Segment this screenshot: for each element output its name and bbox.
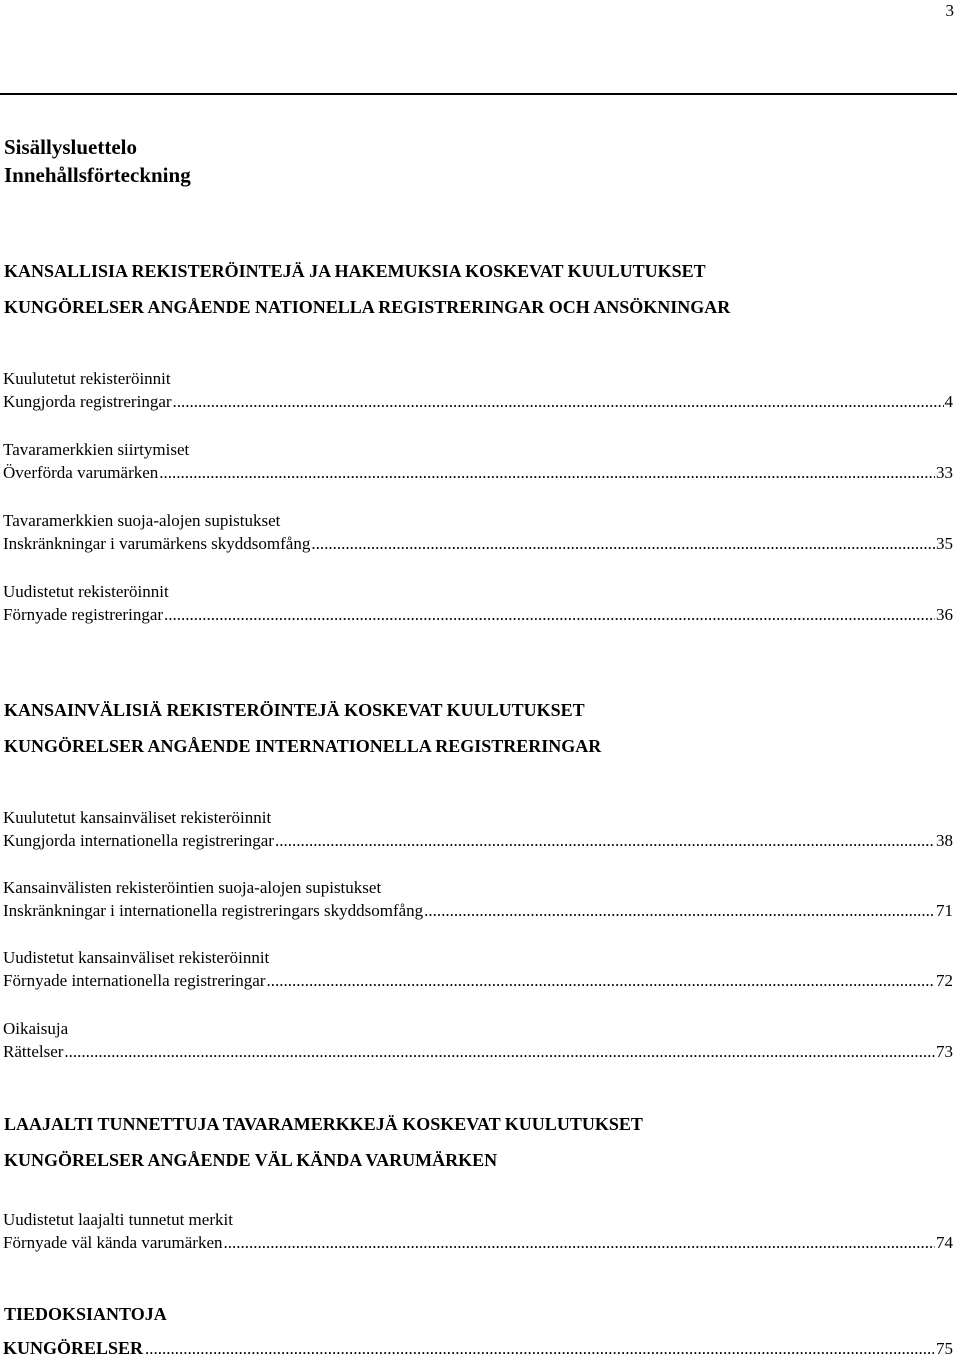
section-heading-fi: TIEDOKSIANTOJA	[4, 1304, 167, 1324]
dot-leader	[64, 1040, 935, 1063]
dot-leader	[145, 1337, 934, 1361]
toc-entry[interactable]	[3, 367, 953, 413]
toc-entry-sv-line	[3, 1231, 953, 1254]
toc-entry-notices[interactable]	[3, 1336, 953, 1361]
toc-entry-fi: Tavaramerkkien siirtymiset	[3, 440, 190, 459]
toc-entry-sv-line	[3, 532, 953, 555]
toc-entry-page: 36	[936, 605, 953, 624]
toc-entry-sv: Förnyade väl kända varumärken	[3, 1233, 223, 1252]
toc-entry-fi: Kuulutetut rekisteröinnit	[3, 369, 171, 388]
toc-entry-sv: Rättelser	[3, 1042, 64, 1061]
toc-entry-sv: Förnyade internationella registreringar	[3, 971, 266, 990]
toc-entry-fi: Kansainvälisten rekisteröintien suoja-alojen supistukset	[3, 878, 382, 897]
dot-leader	[173, 390, 944, 413]
toc-entry[interactable]	[3, 1017, 953, 1063]
section-heading-notices	[4, 1296, 167, 1332]
toc-entry[interactable]	[3, 438, 953, 484]
section-heading-sv: KUNGÖRELSER ANGÅENDE NATIONELLA REGISTRERINGAR OCH ANSÖKNINGAR	[4, 297, 731, 317]
toc-entry-sv: KUNGÖRELSER	[3, 1338, 144, 1358]
section-heading-well-known	[4, 1106, 643, 1178]
section-heading-fi: LAAJALTI TUNNETTUJA TAVARAMERKKEJÄ KOSKEVAT KUULUTUKSET	[4, 1114, 643, 1134]
header-rule	[0, 93, 957, 95]
dot-leader	[159, 461, 935, 484]
toc-entry-page: 75	[936, 1339, 953, 1358]
toc-entry-fi: Oikaisuja	[3, 1019, 69, 1038]
toc-entry[interactable]	[3, 876, 953, 922]
toc-entry-sv: Kungjorda internationella registreringar	[3, 831, 274, 850]
toc-entry-fi: Uudistetut kansainväliset rekisteröinnit	[3, 948, 270, 967]
toc-entry-sv-line	[3, 969, 953, 992]
toc-entry-fi: Tavaramerkkien suoja-alojen supistukset	[3, 511, 281, 530]
toc-entry-sv: Överförda varumärken	[3, 463, 159, 482]
section-heading-sv: KUNGÖRELSER ANGÅENDE VÄL KÄNDA VARUMÄRKEN	[4, 1150, 498, 1170]
toc-entry-page: 4	[944, 392, 953, 411]
toc-entry-page: 73	[936, 1042, 953, 1061]
toc-entry-sv-line	[3, 603, 953, 626]
toc-entry-fi: Uudistetut laajalti tunnetut merkit	[3, 1210, 233, 1229]
toc-entry[interactable]	[3, 1208, 953, 1254]
toc-entry-sv-line	[3, 461, 953, 484]
toc-entry-sv-line	[3, 390, 953, 413]
section-heading-international	[4, 692, 601, 764]
toc-entry[interactable]	[3, 509, 953, 555]
section-heading-fi: KANSAINVÄLISIÄ REKISTERÖINTEJÄ KOSKEVAT KUULUTUKSET	[4, 700, 585, 720]
toc-entry-sv-line	[3, 899, 953, 922]
toc-entry[interactable]	[3, 580, 953, 626]
toc-title-sv: Innehållsförteckning	[4, 163, 191, 187]
dot-leader	[224, 1231, 936, 1254]
toc-entry-page: 35	[936, 534, 953, 553]
toc-entry[interactable]	[3, 806, 953, 852]
toc-entry-page: 71	[936, 901, 953, 920]
toc-title-fi: Sisällysluettelo	[4, 135, 138, 159]
toc-entry-page: 38	[936, 831, 953, 850]
dot-leader	[311, 532, 935, 555]
toc-entry-sv-line	[3, 829, 953, 852]
toc-entry-sv: Inskränkningar i internationella registreringars skyddsomfång	[3, 901, 424, 920]
toc-entry-page: 74	[936, 1233, 953, 1252]
toc-entry-sv: Förnyade registreringar	[3, 605, 164, 624]
toc-entry-fi: Kuulutetut kansainväliset rekisteröinnit	[3, 808, 272, 827]
dot-leader	[275, 829, 935, 852]
dot-leader	[266, 969, 935, 992]
section-heading-sv: KUNGÖRELSER ANGÅENDE INTERNATIONELLA REGISTRERINGAR	[4, 736, 602, 756]
toc-entry-sv: Inskränkningar i varumärkens skyddsomfång	[3, 534, 311, 553]
page-number: 3	[945, 1, 954, 20]
toc-entry-sv-line	[3, 1040, 953, 1063]
toc-title	[4, 133, 191, 189]
toc-entry-fi: Uudistetut rekisteröinnit	[3, 582, 169, 601]
toc-entry[interactable]	[3, 946, 953, 992]
toc-entry-page: 33	[936, 463, 953, 482]
dot-leader	[424, 899, 935, 922]
toc-entry-page: 72	[936, 971, 953, 990]
toc-entry-sv: Kungjorda registreringar	[3, 392, 172, 411]
section-heading-fi: KANSALLISIA REKISTERÖINTEJÄ JA HAKEMUKSIA KOSKEVAT KUULUTUKSET	[4, 261, 706, 281]
section-heading-national	[4, 253, 730, 325]
dot-leader	[164, 603, 935, 626]
